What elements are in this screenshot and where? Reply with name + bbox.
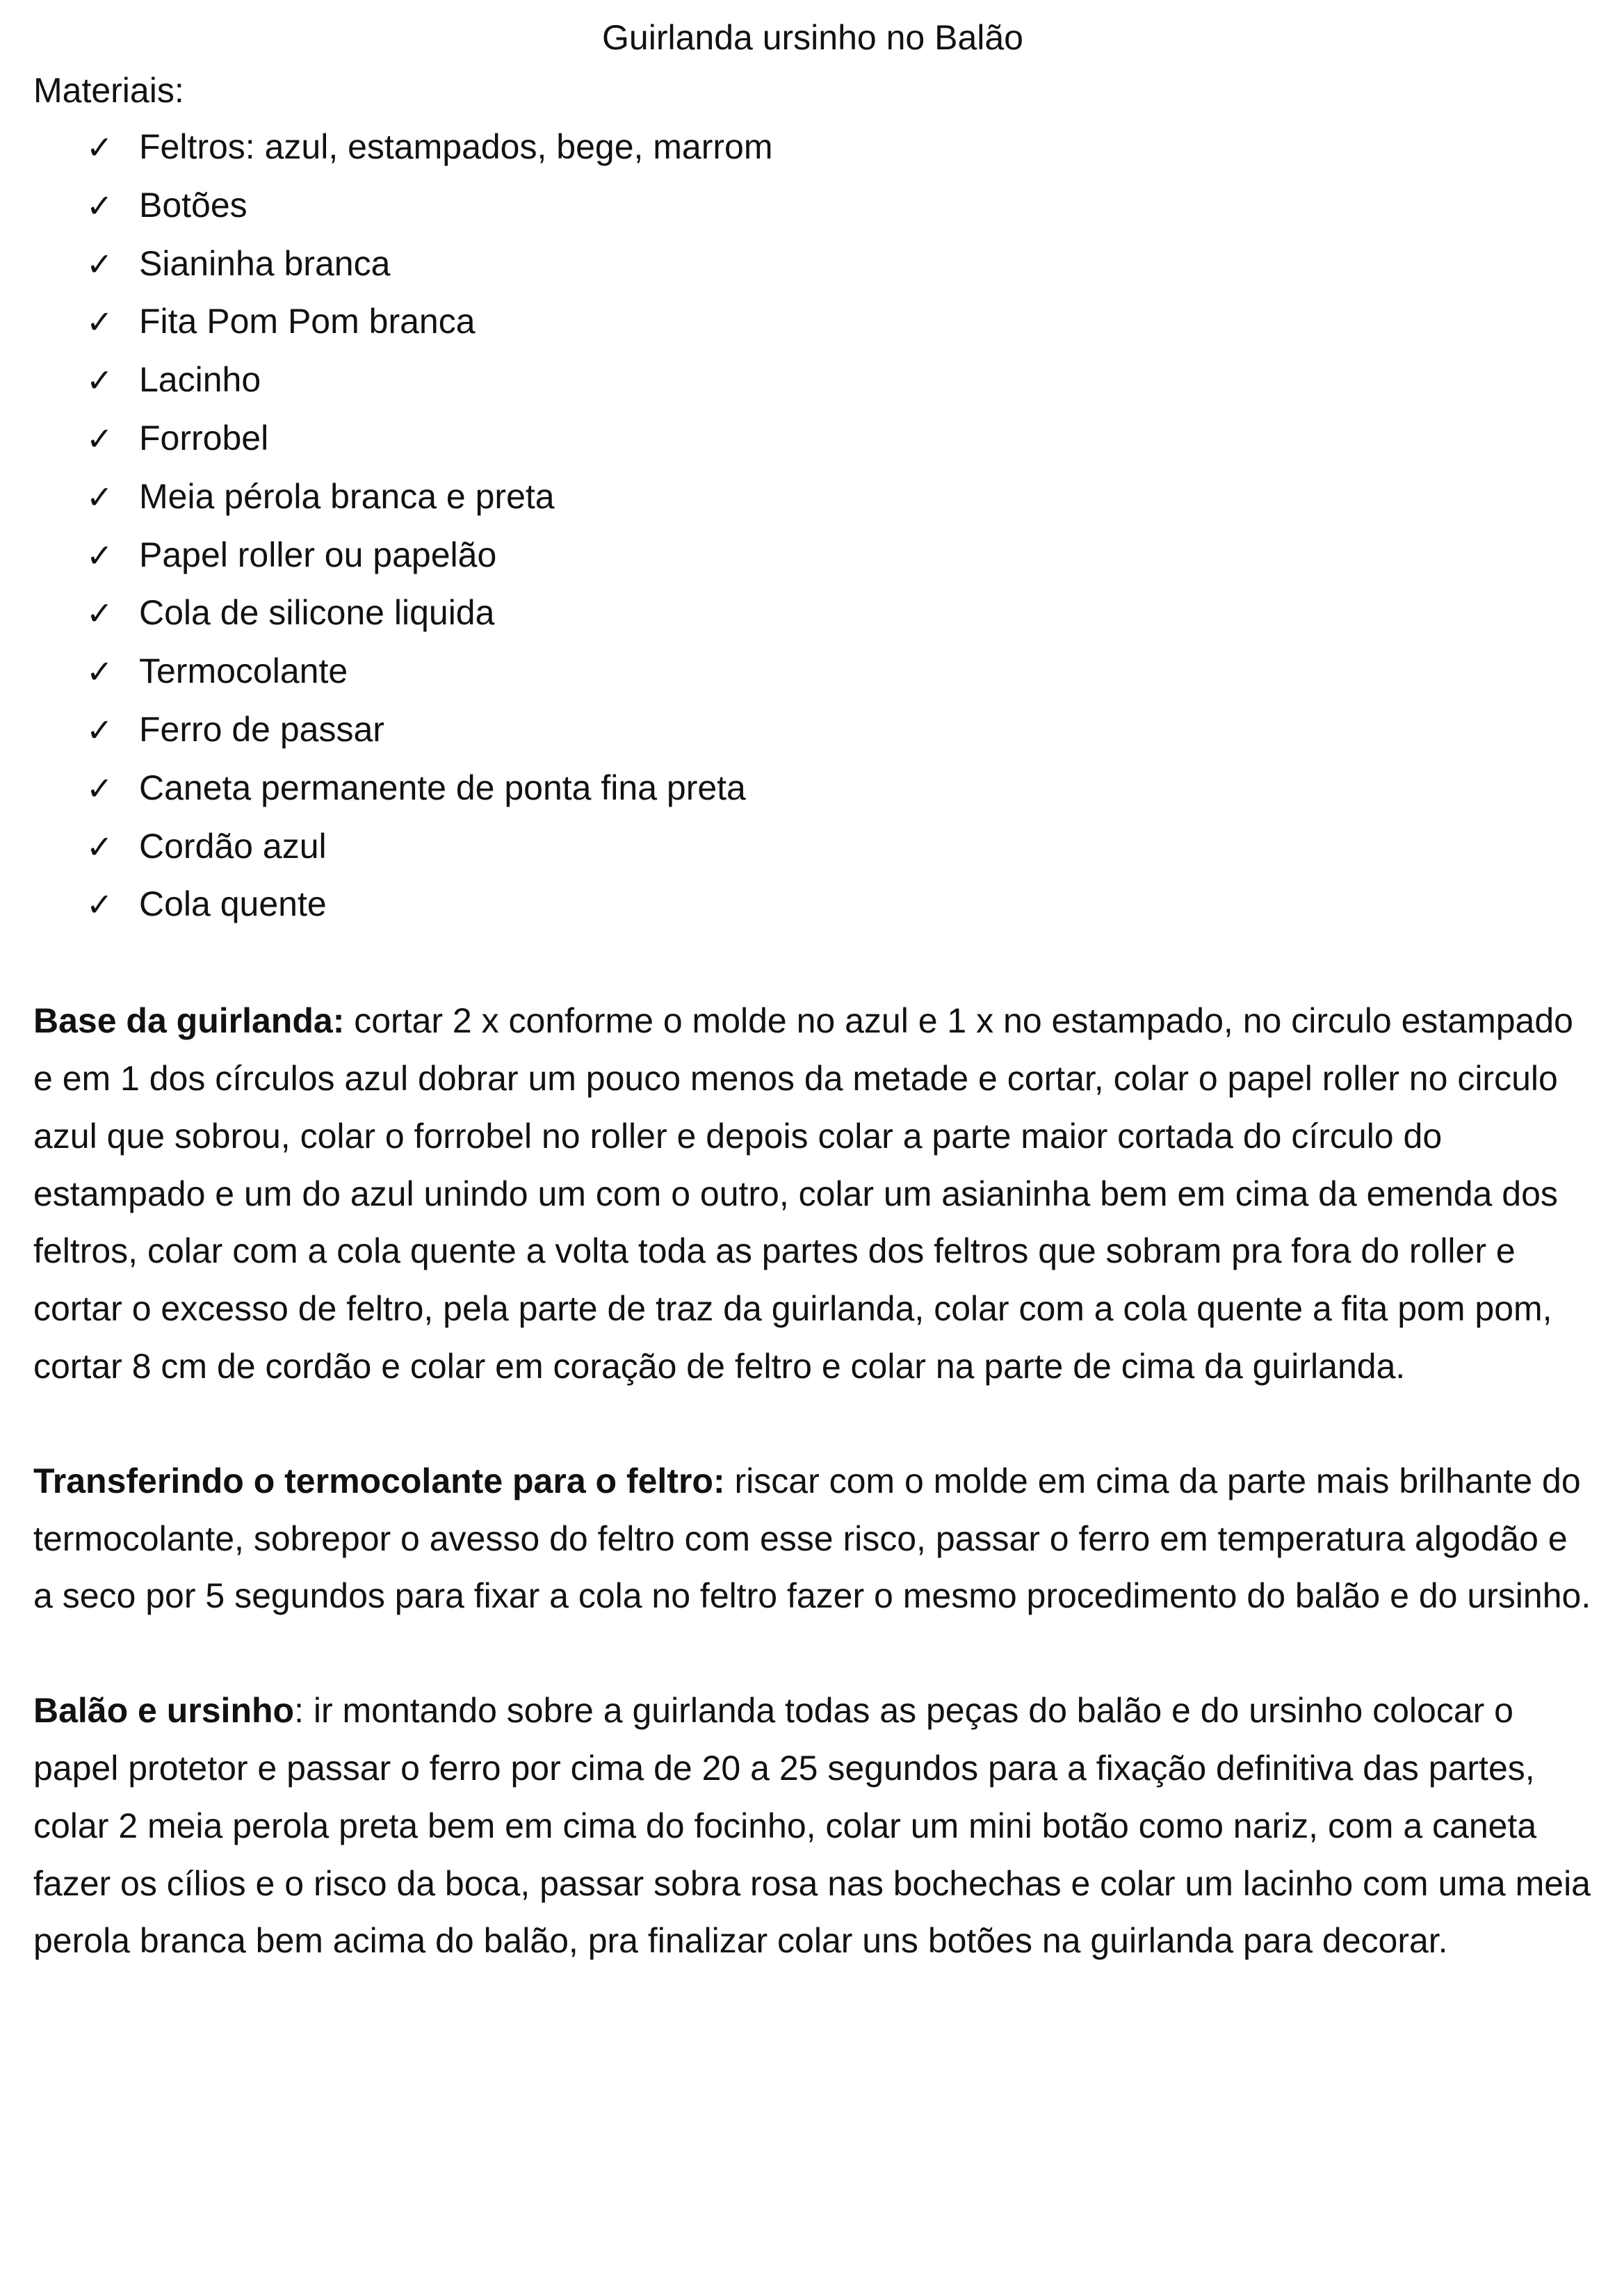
list-item [86, 468, 1592, 526]
material-label: Caneta permanente de ponta fina preta [139, 768, 746, 807]
checkmark-icon: ✓ [86, 478, 113, 516]
checkmark-icon: ✓ [86, 362, 113, 400]
list-item [86, 293, 1592, 351]
material-label: Botões [139, 185, 247, 225]
checkmark-icon: ✓ [86, 711, 113, 749]
material-label: Forrobel [139, 418, 269, 458]
checkmark-icon: ✓ [86, 536, 113, 574]
list-item [86, 818, 1592, 876]
materials-heading: Materiais: [33, 71, 184, 110]
list-item [86, 118, 1592, 177]
material-label: Termocolante [139, 651, 348, 691]
list-item [86, 410, 1592, 468]
checkmark-icon: ✓ [86, 186, 113, 225]
section-text: : ir montando sobre a guirlanda todas as peças do balão e do ursinho colocar o papel protetor e passar o ferro por cima de 20 a 25 segundos para a fixação definitiva das partes, colar 2 meia perola preta bem em cima do focinho, colar um mini botão como nariz, com a caneta fazer os cílios e o risco da boca, passar sobra rosa nas bochechas e colar um lacinho com uma meia perola branca bem acima do balão, pra finalizar colar uns botões na guirlanda para decorar. [33, 1691, 1591, 1961]
checkmark-icon: ✓ [86, 303, 113, 341]
list-item [86, 351, 1592, 410]
checkmark-icon: ✓ [86, 827, 113, 866]
material-label: Cola de silicone liquida [139, 593, 495, 633]
checkmark-icon: ✓ [86, 245, 113, 283]
checkmark-icon: ✓ [86, 129, 113, 166]
material-label: Lacinho [139, 360, 261, 400]
material-label: Ferro de passar [139, 709, 384, 749]
material-label: Cola quente [139, 884, 327, 924]
material-label: Fita Pom Pom branca [139, 302, 476, 341]
section-balao-ursinho [33, 1682, 1592, 1970]
section-text: cortar 2 x conforme o molde no azul e 1 x no estampado, no circulo estampado e em 1 dos círculos azul dobrar um pouco menos da metade e cortar, colar o papel roller no circulo azul que sobrou, colar o forrobel no roller e depois colar a parte maior cortada do círculo do estampado e um do azul unindo um com o outro, colar um asianinha bem em cima da emenda dos feltros, colar com a cola quente a volta toda as partes dos feltros que sobram pra fora do roller e cortar o excesso de feltro, pela parte de traz da guirlanda, colar com a cola quente a fita pom pom, cortar 8 cm de cordão e colar em coração de feltro e colar na parte de cima da guirlanda. [33, 1001, 1573, 1386]
list-item [86, 235, 1592, 293]
checkmark-icon: ✓ [86, 419, 113, 458]
material-label: Papel roller ou papelão [139, 535, 497, 574]
list-item [86, 584, 1592, 642]
checkmark-icon: ✓ [86, 769, 113, 807]
document-title: Guirlanda ursinho no Balão [602, 18, 1023, 57]
section-lead: Balão e ursinho [33, 1691, 295, 1731]
material-label: Feltros: azul, estampados, bege, marrom [139, 127, 773, 166]
list-item [86, 759, 1592, 818]
section-lead: Transferindo o termocolante para o feltro: [33, 1461, 725, 1500]
list-item [86, 642, 1592, 701]
list-item [86, 701, 1592, 759]
checkmark-icon: ✓ [86, 886, 113, 924]
materials-list [33, 118, 1592, 934]
section-text: riscar com o molde em cima da parte mais brilhante do termocolante, sobrepor o avesso do feltro com esse risco, passar o ferro em temperatura algodão e a seco por 5 segundos para fixar a cola no feltro fazer o mesmo procedimento do balão e do ursinho. [33, 1461, 1591, 1616]
section-lead: Base da guirlanda: [33, 1001, 345, 1041]
section-transferindo-termocolante [33, 1452, 1592, 1625]
material-label: Cordão azul [139, 826, 327, 866]
checkmark-icon: ✓ [86, 653, 113, 691]
list-item [86, 526, 1592, 585]
list-item [86, 177, 1592, 235]
material-label: Meia pérola branca e preta [139, 476, 555, 516]
section-base-guirlanda [33, 992, 1592, 1395]
material-label: Sianinha branca [139, 243, 391, 283]
checkmark-icon: ✓ [86, 594, 113, 633]
list-item [86, 875, 1592, 934]
